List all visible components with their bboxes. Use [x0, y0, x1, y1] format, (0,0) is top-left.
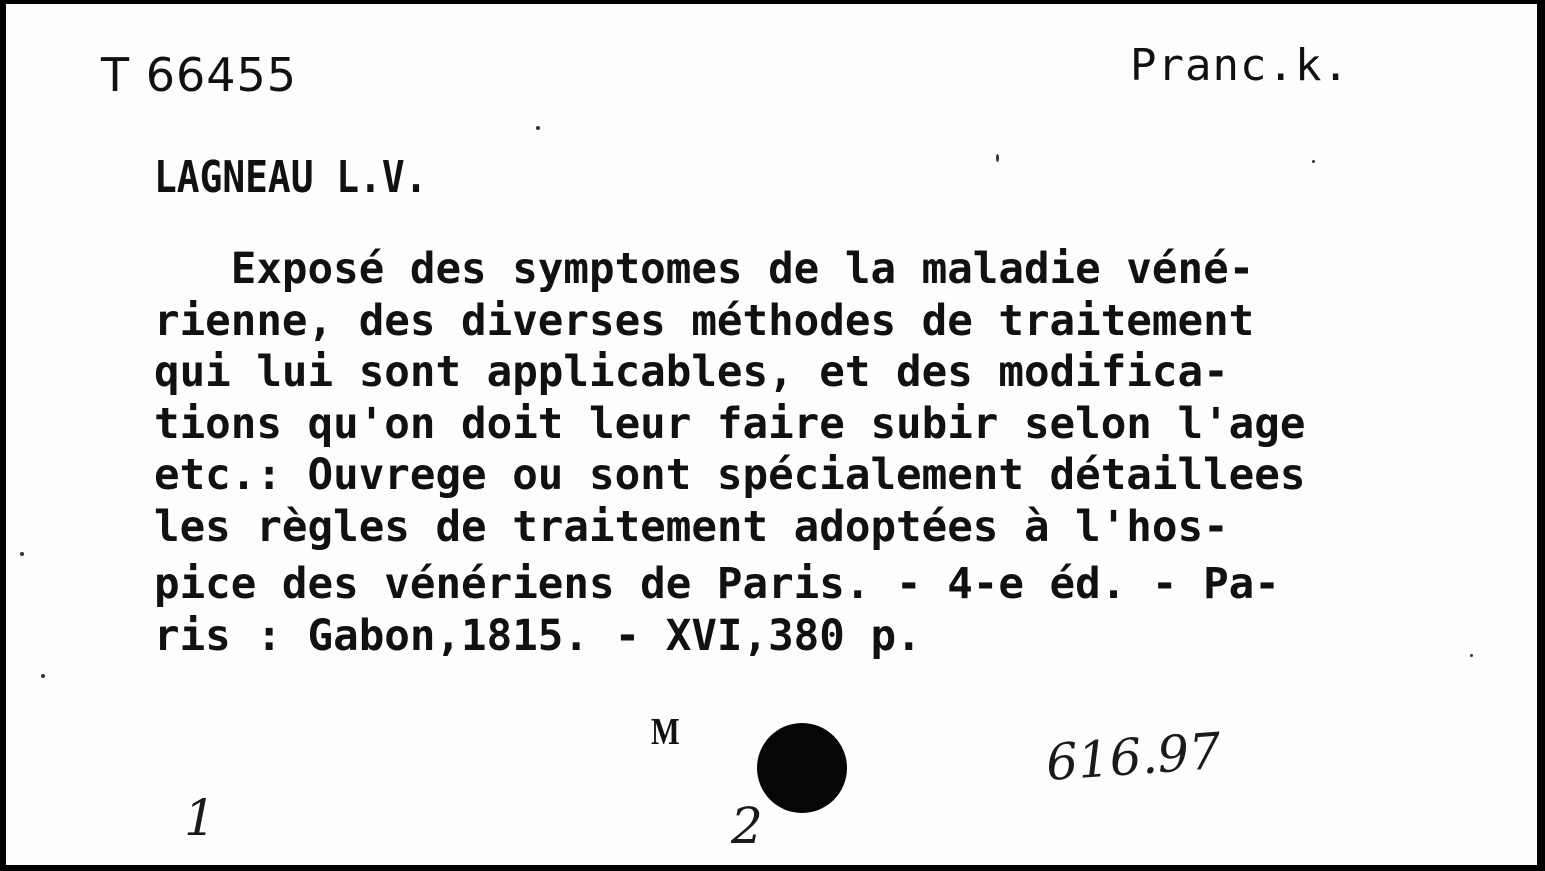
- description-line: pice des vénériens de Paris. - 4-e éd. - Pa-: [154, 560, 1280, 609]
- description-line: les règles de traitement adoptées à l'hos-: [154, 502, 1229, 552]
- catalog-card: [6, 4, 1537, 865]
- description-line: Exposé des symptomes de la maladie véné-: [154, 245, 1255, 294]
- collection-code: Pranc.k.: [1130, 40, 1350, 91]
- dust-speck: [1312, 160, 1315, 163]
- call-number: T 66455: [101, 48, 298, 102]
- dust-speck: [996, 154, 999, 162]
- description-line: ris : Gabon,1815. - XVI,380 p.: [154, 611, 922, 661]
- dust-speck: [1470, 654, 1473, 657]
- handwritten-classification: 616.97: [1044, 721, 1223, 793]
- handwritten-copy-note: 1: [184, 789, 216, 847]
- handwritten-copy-note: 2: [731, 797, 763, 855]
- description-line: rienne, des diverses méthodes de traitement: [154, 296, 1255, 346]
- location-mark: M: [651, 711, 680, 753]
- bibliographic-description: [154, 244, 1305, 662]
- description-line: etc.: Ouvrege ou sont spécialement détaillees: [154, 451, 1306, 500]
- hole-punch: [757, 723, 847, 813]
- author-heading: LAGNEAU L.V.: [154, 152, 428, 203]
- dust-speck: [536, 126, 540, 130]
- description-line: tions qu'on doit leur faire subir selon l'age: [154, 399, 1306, 449]
- description-line: qui lui sont applicables, et des modifica-: [154, 348, 1229, 397]
- dust-speck: [41, 674, 45, 678]
- dust-speck: [20, 552, 24, 556]
